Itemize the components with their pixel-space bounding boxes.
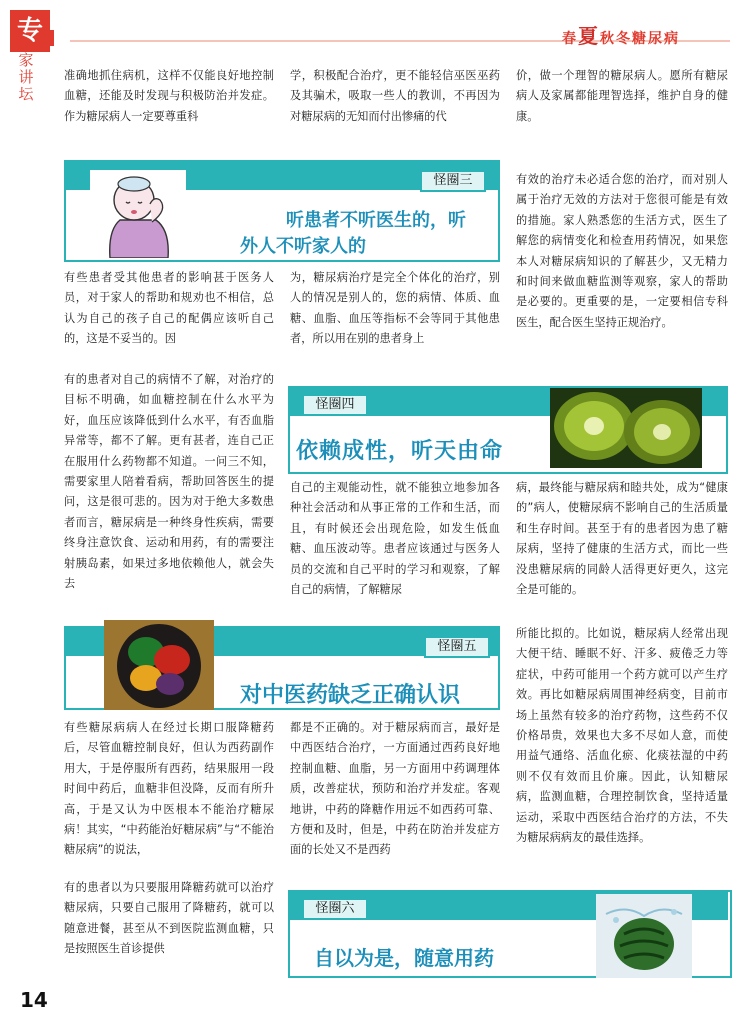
watermelon-photo [596, 894, 692, 978]
top-col-3: 价，做一个理智的糖尿病人。愿所有糖尿病人及家属都能理智选择，维护自身的健康。 [516, 69, 728, 123]
sec4-title: 依赖成性，听天由命 [296, 439, 504, 464]
sec6-title: 自以为是，随意用药 [314, 946, 494, 970]
sec6-photo [596, 894, 692, 978]
sec3-tag: 怪圈三 [420, 170, 486, 192]
magazine-title [562, 20, 680, 49]
sec3-illustration [90, 170, 186, 258]
sec5-col-3: 所能比拟的。比如说，糖尿病人经常出现大便干结、睡眠不好、汗多、疲倦乏力等症状，中药可能用一个药方就可以产生疗效。再比如糖尿病周围神经病变，目前市场上虽然有较多的治疗药物，这些药不仅价格昂贵，效果也大多不尽如人意，而使用益气通络、活血化瘀、化痰祛湿的中药则不仅有效而且价廉。因此，认知糖尿病，监测血糖，合理控制饮食，坚持适量运动，采取中西医结合治疗的方法，不失为糖尿病病友的最佳选择。 [516, 627, 728, 845]
top-col-1: 准确地抓住病机，这样不仅能良好地控制血糖，还能及时发现与积极防治并发症。作为糖尿病人一定要尊重科 [64, 69, 274, 123]
season-summer: 夏 [578, 24, 600, 48]
sec4-col-2: 自己的主观能动性，就不能独立地参加各种社会活动和从事正常的工作和生活，而且，有时候还会出现危险，如发生低血糖、血压波动等。患者应该通过与医务人员的交流和自己平时的学习和观察，了解自己的病情，了解糖尿 [290, 481, 500, 597]
sec4-col-3: 病，最终能与糖尿病和睦共处，成为“健康的”病人，使糖尿病不影响自己的生活质量和生存时间。甚至于有的患者因为患了糖尿病，坚持了健康的生活方式，而比一些没患糖尿病的同龄人活得更好更久，这完全是可能的。 [516, 481, 728, 597]
sec4-tag: 怪圈四 [302, 394, 368, 416]
badge-accent [48, 30, 54, 46]
page-number: 14 [20, 988, 48, 1012]
sec5-tag: 怪圈五 [424, 636, 490, 658]
season-spring: 春 [562, 31, 578, 47]
sec4-col-1: 有的患者对自己的病情不了解，对治疗的目标不明确，如血糖控制在什么水平为好，血压应该降低到什么水平，有否血脂异常等，都不了解。更有甚者，连自己正在服用什么药物都不知道。一问三不知，需要家里人陪着看病，帮助回答医生的提问，这是很可悲的。因为对于绝大多数患者而言，糖尿病是一种终身性疾病，需要终身注意饮食、运动和用药，有的需要注射胰岛素，如果过多地依赖他人，就会失去 [64, 373, 274, 591]
top-col-2: 学，积极配合治疗，更不能轻信巫医巫药及其骗术，吸取一些人的教训，不再因为对糖尿病的无知而付出惨痛的代 [290, 69, 500, 123]
sec6-col-1: 有的患者以为只要服用降糖药就可以治疗糖尿病，只要自己服用了降糖药，就可以随意进餐，甚至从不到医院监测血糖，只是按照医生首诊提供 [64, 881, 274, 956]
sec4-photo [550, 388, 702, 468]
sick-person-illustration [90, 170, 186, 258]
column-badge: 专 [10, 10, 50, 52]
column-name: 家讲坛 [18, 51, 34, 103]
sec5-photo [104, 620, 214, 710]
sec5-title: 对中医药缺乏正确认识 [240, 683, 461, 708]
sec3-title-line1: 听患者不听医生的，听 [286, 210, 466, 231]
sec5-col-1: 有些糖尿病病人在经过长期口服降糖药后，尽管血糖控制良好，但认为西药副作用大，于是停服所有西药，结果服用一段时间中药后，血糖非但没降，反而有所升高，于是又认为中医根本不能治疗糖尿病！其实，“中药能治好糖尿病”与“不能治糖尿病”的说法， [64, 721, 274, 857]
sec3-title-line2: 外人不听家人的 [240, 236, 366, 257]
peppers-photo [104, 620, 214, 710]
sec3-col-3: 有效的治疗未必适合您的治疗，而对别人属于治疗无效的方法对于您很可能是有效的措施。家人熟悉您的生活方式，医生了解您的病情变化和检查用药情况，如果您本人对糖尿病知识的了解甚少，又无精力和时间来做血糖监测等观察，家人的帮助是必要的。更重要的是，一定要相信专科医生，配合医生坚持正规治疗。 [516, 173, 728, 329]
sec3-col-2: 为，糖尿病治疗是完全个体化的治疗，别人的情况是别人的，您的病情、体质、血糖、血脂、血压等指标不会等同于其他患者，所以用在别的患者身上 [290, 271, 500, 346]
sec5-col-2: 都是不正确的。对于糖尿病而言，最好是中西医结合治疗，一方面通过西药良好地控制血糖、血脂，另一方面用中药调理体质，改善症状，预防和治疗并发症。客观地讲，中药的降糖作用远不如西药可靠、方便和及时，但是，中药在防治并发症方面的长处又不是西药 [290, 721, 500, 857]
sec6-tag: 怪圈六 [302, 898, 368, 920]
season-rest: 秋冬糖尿病 [600, 31, 680, 47]
sec3-col-1: 有些患者受其他患者的影响甚于医务人员，对于家人的帮助和规劝也不相信，总认为自己的孩子自己的配偶应该听自己的，这是不妥当的。因 [64, 271, 274, 346]
kiwi-photo [550, 388, 702, 468]
